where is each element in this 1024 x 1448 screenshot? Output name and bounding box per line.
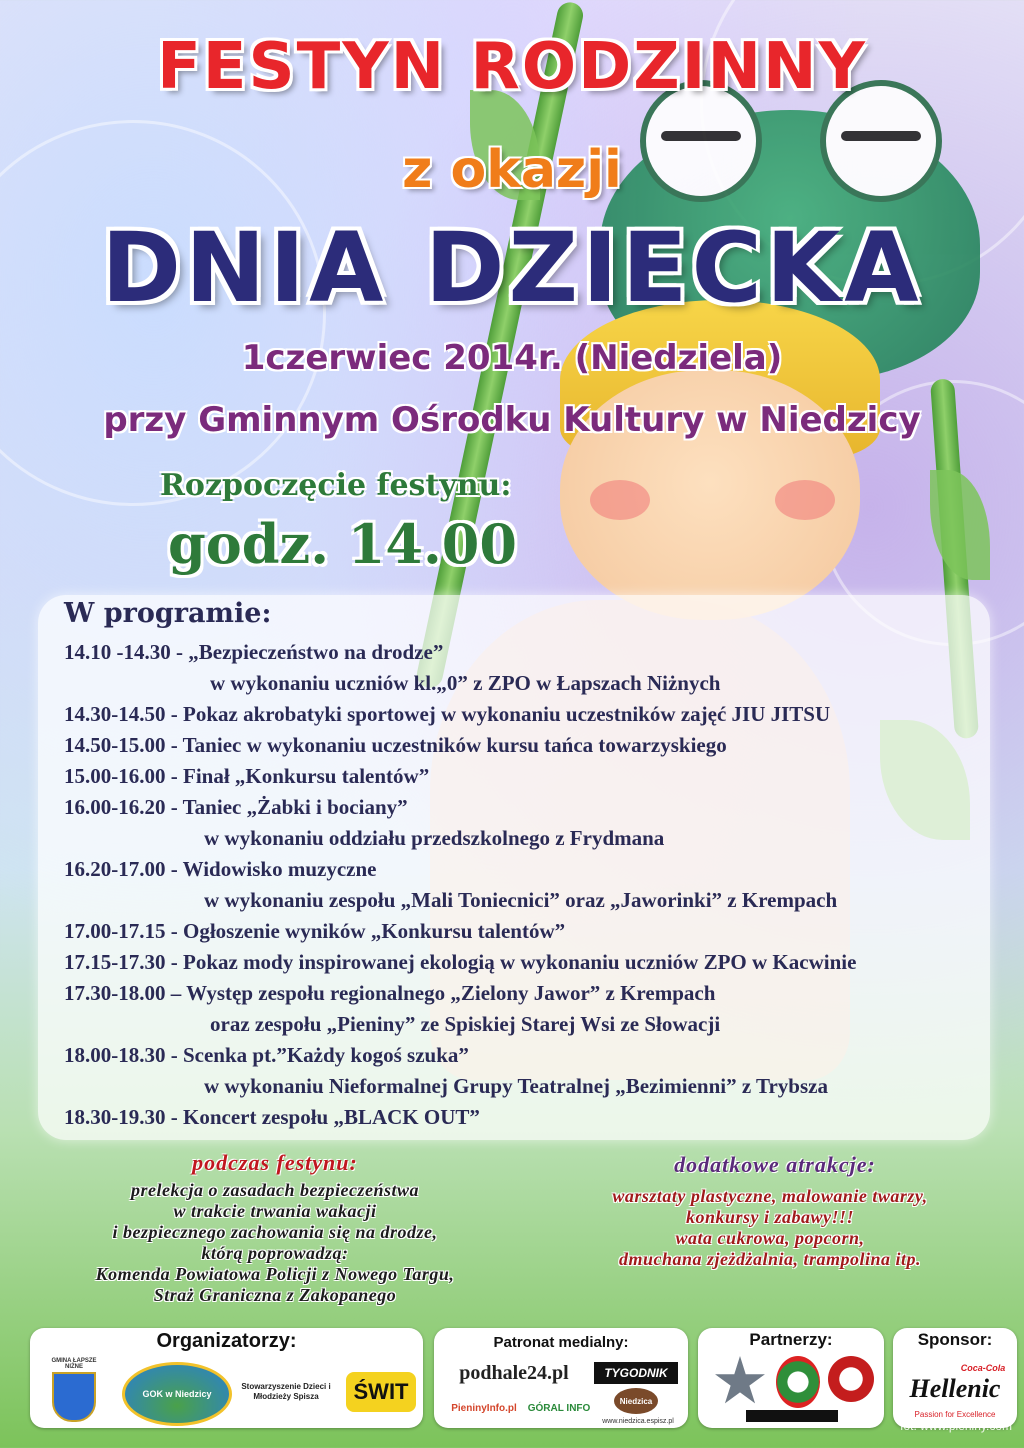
start-label: Rozpoczęcie festynu: bbox=[160, 468, 512, 503]
swit-logo bbox=[346, 1372, 416, 1412]
program-line: 14.30-14.50 - Pokaz akrobatyki sportowej w wykonaniu uczestników zajęć JIU JITSU bbox=[64, 702, 831, 726]
coca-cola-text: Coca-Cola bbox=[960, 1363, 1006, 1373]
photo-watermark: fot. www.pieniny.com bbox=[900, 1419, 1012, 1433]
program-line: w wykonaniu zespołu „Mali Toniecnici” oraz „Jaworinki” z Krempach bbox=[204, 888, 838, 912]
event-date: 1czerwiec 2014r. (Niedziela) bbox=[241, 338, 783, 378]
program-line: 18.30-19.30 - Koncert zespołu „BLACK OUT” bbox=[64, 1105, 480, 1129]
fire-service-emblem-icon bbox=[828, 1356, 874, 1402]
partners-title: Partnerzy: bbox=[749, 1330, 833, 1349]
gok-logo bbox=[122, 1362, 232, 1426]
extras-line: konkursy i zabawy!!! bbox=[685, 1207, 855, 1227]
niedzica-logo-text: Niedzica bbox=[619, 1396, 653, 1406]
program-line: 17.30-18.00 – Występ zespołu regionalnego „Zielony Jawor” z Krempach bbox=[64, 981, 716, 1005]
during-line: Straż Graniczna z Zakopanego bbox=[153, 1285, 397, 1305]
gmina-logo-text: GMINA ŁAPSZE NIŻNE bbox=[51, 1358, 97, 1370]
niedzica-url-text: www.niedzica.espisz.pl bbox=[602, 1417, 674, 1425]
partners-box bbox=[698, 1328, 884, 1428]
title-dnia-dziecka: DNIA DZIECKA bbox=[101, 212, 923, 324]
hellenic-logo bbox=[899, 1372, 1011, 1406]
extras-line: warsztaty plastyczne, malowanie twarzy, bbox=[612, 1186, 928, 1206]
event-place: przy Gminnym Ośrodku Kultury w Niedzicy bbox=[103, 400, 921, 440]
extras-line: wata cukrowa, popcorn, bbox=[675, 1228, 865, 1248]
program-line: w wykonaniu uczniów kl.„0” z ZPO w Łapszach Niżnych bbox=[210, 671, 721, 695]
title-z-okazji: z okazji bbox=[402, 140, 622, 200]
during-line: którą poprowadzą: bbox=[201, 1243, 349, 1263]
cheek bbox=[590, 480, 650, 520]
pieninyinfo-logo bbox=[442, 1398, 526, 1418]
program-line: oraz zespołu „Pieniny” ze Spiskiej Starej Wsi ze Słowacji bbox=[210, 1012, 721, 1036]
police-star-icon bbox=[714, 1356, 766, 1408]
border-guard-emblem-icon bbox=[776, 1356, 820, 1408]
during-line: i bezpiecznego zachowania się na drodze, bbox=[112, 1222, 438, 1242]
tygodnik-logo bbox=[594, 1362, 678, 1384]
coat-of-arms-icon bbox=[52, 1372, 96, 1422]
hellenic-tagline-text: Passion for Excellence bbox=[914, 1409, 996, 1419]
during-text bbox=[0, 1180, 550, 1306]
podhale24-logo bbox=[454, 1360, 574, 1386]
during-line: w trakcie trwania wakacji bbox=[173, 1201, 377, 1221]
goralinfo-logo-text: GÓRAL INFO bbox=[527, 1402, 591, 1414]
gmina-logo bbox=[44, 1358, 104, 1422]
cheek bbox=[775, 480, 835, 520]
program-line: 16.00-16.20 - Taniec „Żabki i bociany” bbox=[64, 795, 408, 819]
stowarzyszenie-logo bbox=[234, 1364, 338, 1420]
media-patrons-title: Patronat medialny: bbox=[493, 1334, 629, 1351]
program-line: 14.50-15.00 - Taniec w wykonaniu uczestników kursu tańca towarzyskiego bbox=[64, 733, 727, 757]
program-line: 14.10 -14.30 - „Bezpieczeństwo na drodze” bbox=[64, 640, 444, 664]
niedzica-logo bbox=[614, 1388, 658, 1414]
during-line: Komenda Powiatowa Policji z Nowego Targu, bbox=[95, 1264, 455, 1284]
program-line: w wykonaniu Nieformalnej Grupy Teatralnej „Bezimienni” z Trybsza bbox=[204, 1074, 828, 1098]
program-line: 16.20-17.00 - Widowisko muzyczne bbox=[64, 857, 377, 881]
gok-logo-text: GOK w Niedzicy bbox=[142, 1389, 212, 1399]
hellenic-logo-text: Hellenic bbox=[909, 1374, 1001, 1403]
podhale24-logo-text: podhale24.pl bbox=[459, 1361, 569, 1384]
extras-title: dodatkowe atrakcje: bbox=[674, 1152, 876, 1177]
organizers-box bbox=[30, 1328, 423, 1428]
program-line: 18.00-18.30 - Scenka pt.”Każdy kogoś szuka” bbox=[64, 1043, 469, 1067]
program-title: W programie: bbox=[64, 598, 272, 629]
during-title: podczas festynu: bbox=[192, 1150, 358, 1175]
program-line: 17.15-17.30 - Pokaz mody inspirowanej ekologią w wykonaniu uczniów ZPO w Kacwinie bbox=[64, 950, 857, 974]
tygodnik-logo-text: TYGODNIK bbox=[604, 1366, 668, 1380]
swit-logo-text: ŚWIT bbox=[353, 1379, 409, 1404]
partner-banner bbox=[746, 1410, 838, 1422]
pieninyinfo-logo-text: PieninyInfo.pl bbox=[451, 1402, 517, 1414]
during-line: prelekcja o zasadach bezpieczeństwa bbox=[131, 1180, 419, 1200]
niedzica-url bbox=[592, 1416, 684, 1426]
program-line: 17.00-17.15 - Ogłoszenie wyników „Konkursu talentów” bbox=[64, 919, 566, 943]
start-time: godz. 14.00 bbox=[168, 512, 517, 576]
media-patrons-box bbox=[434, 1328, 688, 1428]
extras-text bbox=[520, 1186, 1020, 1270]
program-line: w wykonaniu oddziału przedszkolnego z Frydmana bbox=[204, 826, 665, 850]
title-festyn: FESTYN RODZINNY bbox=[157, 30, 867, 104]
program-line: 15.00-16.00 - Finał „Konkursu talentów” bbox=[64, 764, 430, 788]
extras-line: dmuchana zjeżdżalnia, trampolina itp. bbox=[618, 1249, 922, 1269]
stowarzyszenie-logo-text: Stowarzyszenie Dzieci i Młodzieży Spisza bbox=[241, 1382, 331, 1401]
sponsor-box bbox=[893, 1328, 1017, 1428]
goralinfo-logo bbox=[526, 1396, 592, 1420]
organizers-title: Organizatorzy: bbox=[156, 1330, 297, 1352]
sponsor-title: Sponsor: bbox=[917, 1330, 993, 1349]
